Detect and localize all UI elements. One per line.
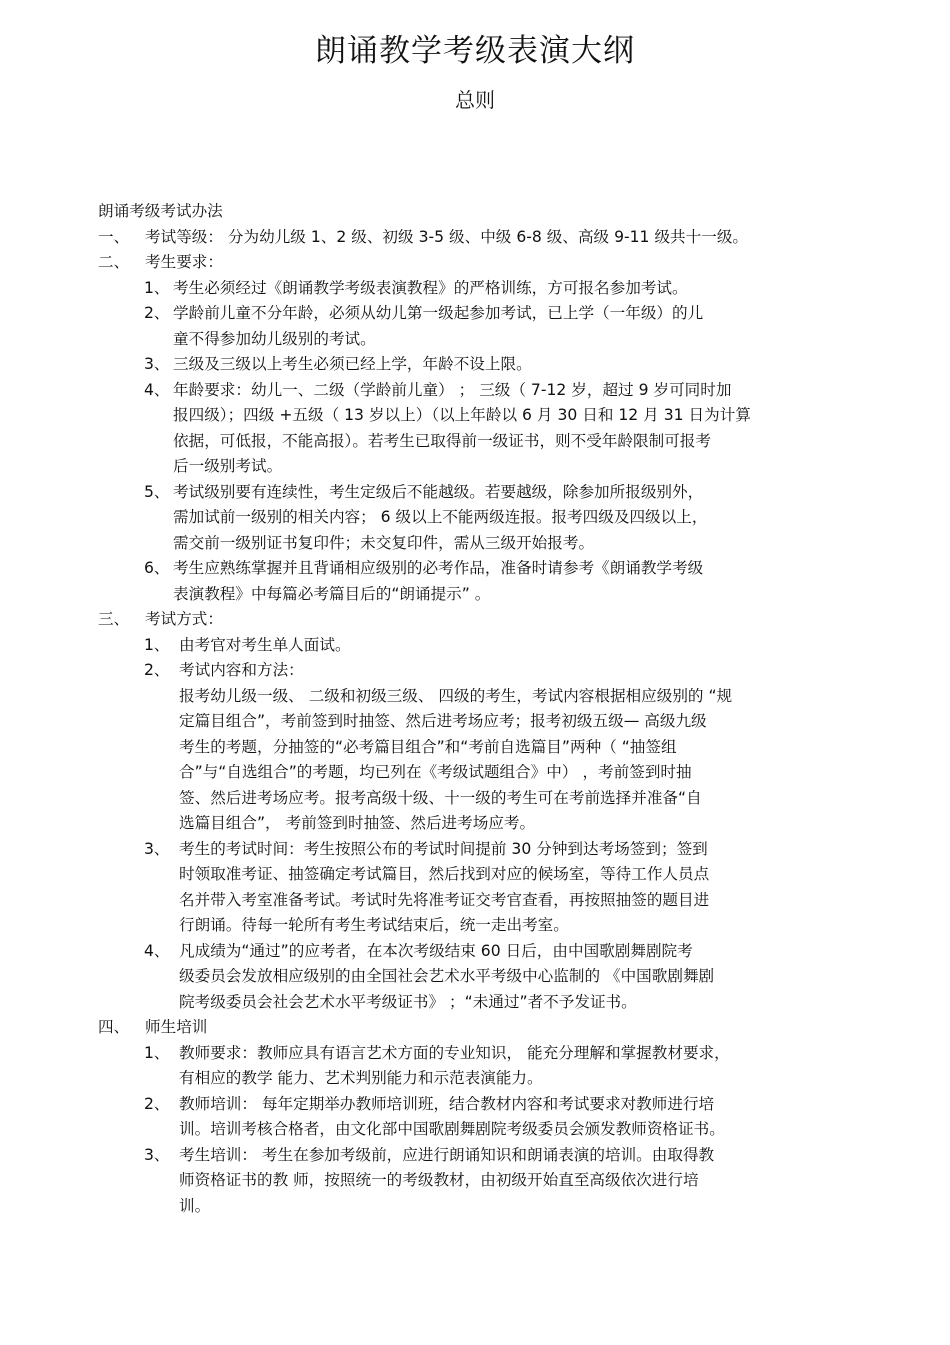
list-item-text: 年龄要求：幼儿一、二级（学龄前儿童） ； 三级（ 7-12 岁，超过 9 岁可同时加	[173, 380, 732, 399]
list-item-line	[98, 301, 838, 327]
section-1	[98, 225, 838, 251]
list-item-line	[98, 1066, 838, 1092]
list-item-number: 2、	[144, 304, 170, 322]
list-item-text: 名并带入考室准备考试。考试时先将准考证交考官查看，再按照抽签的题目进	[179, 890, 710, 909]
list-item-line	[98, 990, 838, 1016]
list-item-text: 需交前一级别证书复印件；未交复印件，需从三级开始报考。	[173, 533, 595, 552]
list-item-line	[98, 964, 838, 990]
list-item-number: 2、	[144, 1094, 170, 1113]
section-3-text: 考试方式：	[145, 610, 223, 628]
list-item-text: 考生培训： 考生在参加考级前，应进行朗诵知识和朗诵表演的培训。由取得教	[179, 1145, 715, 1164]
list-item-line	[98, 1194, 838, 1220]
list-item-line	[98, 1168, 838, 1194]
list-item-text: 考生的考试时间：考生按照公布的考试时间提前 30 分钟到达考场签到；签到	[179, 839, 708, 858]
list-item	[98, 939, 838, 1016]
section-heading: 朗诵考级考试办法	[98, 202, 223, 220]
list-item-number: 1、	[144, 278, 170, 297]
list-item-text: 定篇目组合”，考前签到时抽签、然后进考场应考；报考初级五级— 高级九级	[179, 712, 707, 730]
list-item	[98, 837, 838, 939]
list-item-line	[98, 556, 838, 582]
section-2-text: 考生要求：	[145, 253, 223, 271]
list-item-text: 依据，可低报，不能高报）。若考生已取得前一级证书，则不受年龄限制可报考	[173, 431, 711, 450]
list-item	[98, 276, 838, 302]
list-item-line	[98, 684, 838, 710]
list-item	[98, 480, 838, 557]
list-item-number: 1、	[144, 635, 170, 654]
list-item-line	[98, 1092, 838, 1118]
list-item-line	[98, 658, 838, 684]
list-item	[98, 658, 838, 837]
list-item-text: 选篇目组合”， 考前签到时抽签、然后进考场应考。	[179, 814, 536, 832]
list-item-text: 表演教程》中每篇必考篇目后的“朗诵提示” 。	[173, 584, 491, 603]
list-item	[98, 1092, 838, 1143]
list-item-text: 需加试前一级别的相关内容； 6 级以上不能两级连报。报考四级及四级以上，	[173, 508, 708, 526]
list-item-line	[98, 939, 838, 965]
list-item	[98, 301, 838, 352]
list-item-text: 考生应熟练掌握并且背诵相应级别的必考作品，准备时请参考《朗诵教学考级	[173, 559, 704, 577]
list-item-number: 5、	[144, 482, 170, 501]
list-item-text: 时领取准考证、抽签确定考试篇目，然后找到对应的候场室，等待工作人员点	[179, 865, 710, 883]
list-item-text: 教师培训： 每年定期举办教师培训班，结合教材内容和考试要求对教师进行培	[179, 1094, 715, 1113]
list-item-line	[98, 913, 838, 939]
section-2-items	[98, 276, 838, 608]
list-item-text: 考试级别要有连续性，考生定级后不能越级。若要越级，除参加所报级别外，	[173, 482, 704, 501]
list-item-line	[98, 505, 838, 531]
list-item-text: 合”与“自选组合”的考题，均已列在《考级试题组合》中） ，考前签到时抽	[179, 763, 692, 781]
section-2	[98, 250, 838, 276]
list-item-text: 考试内容和方法：	[179, 661, 304, 679]
list-item-line	[98, 709, 838, 735]
list-item-number: 4、	[144, 380, 170, 399]
list-item-text: 行朗诵。待每一轮所有考生考试结束后，统一走出考室。	[179, 916, 569, 934]
list-item	[98, 352, 838, 378]
section-3-mark: 三、	[98, 610, 130, 628]
list-item-text: 师资格证书的教 师，按照统一的考级教材，由初级开始直至高级依次进行培	[179, 1171, 699, 1189]
list-item	[98, 378, 838, 480]
list-item-line	[98, 378, 838, 404]
list-item-line	[98, 1143, 838, 1169]
list-item-text: 有相应的教学 能力、艺术判别能力和示范表演能力。	[179, 1069, 543, 1087]
list-item-line	[98, 480, 838, 506]
list-item-text: 由考官对考生单人面试。	[179, 635, 351, 654]
list-item-line	[98, 582, 838, 608]
list-item-text: 考生必须经过《朗诵教学考级表演教程》的严格训练，方可报名参加考试。	[173, 278, 688, 297]
list-item-number: 2、	[144, 661, 170, 679]
list-item-text: 签、然后进考场应考。报考高级十级、十一级的考生可在考前选择并准备“自	[179, 788, 702, 807]
document-subtitle: 总则	[455, 88, 495, 112]
section-2-mark: 二、	[98, 253, 130, 271]
list-item-text: 报四级）；四级 +五级（ 13 岁以上）（以上年龄以 6 月 30 日和 12 月 31 日为计算	[173, 406, 751, 424]
list-item-line	[98, 760, 838, 786]
list-item-line	[98, 1041, 838, 1067]
list-item-line	[98, 811, 838, 837]
section-4	[98, 1015, 838, 1041]
list-item-line	[98, 888, 838, 914]
section-3-items	[98, 633, 838, 1016]
document-title: 朗诵教学考级表演大纲	[315, 33, 635, 69]
list-item-number: 6、	[144, 559, 170, 577]
section-4-mark: 四、	[98, 1018, 130, 1036]
list-item	[98, 556, 838, 607]
list-item-line	[98, 1117, 838, 1143]
list-item-text: 报考幼儿级一级、 二级和初级三级、 四级的考生，考试内容根据相应级别的 “规	[179, 686, 733, 705]
list-item-text: 考生的考题，分抽签的“必考篇目组合”和“考前自选篇目”两种（ “抽签组	[179, 737, 677, 756]
list-item-number: 3、	[144, 1145, 170, 1164]
list-item-text: 三级及三级以上考生必须已经上学，年龄不设上限。	[173, 355, 532, 373]
list-item-text: 训。培训考核合格者，由文化部中国歌剧舞剧院考级委员会颁发教师资格证书。	[179, 1120, 725, 1138]
list-item-line	[98, 327, 838, 353]
document-body	[98, 199, 838, 1219]
list-item-number: 3、	[144, 355, 170, 373]
section-1-mark: 一、	[98, 227, 130, 246]
list-item-line	[98, 837, 838, 863]
list-item-line	[98, 403, 838, 429]
list-item-line	[98, 786, 838, 812]
list-item-text: 教师要求：教师应具有语言艺术方面的专业知识， 能充分理解和掌握教材要求，	[179, 1043, 730, 1062]
list-item-line	[98, 735, 838, 761]
list-item-text: 训。	[179, 1196, 211, 1215]
list-item-number: 1、	[144, 1043, 170, 1062]
list-item-line	[98, 633, 838, 659]
list-item	[98, 1041, 838, 1092]
list-item-text: 凡成绩为“通过”的应考者，在本次考级结束 60 日后，由中国歌剧舞剧院考	[179, 941, 693, 960]
section-4-items	[98, 1041, 838, 1220]
list-item-line	[98, 429, 838, 455]
list-item-number: 3、	[144, 839, 170, 858]
section-1-text: 考试等级： 分为幼儿级 1、2 级、初级 3-5 级、中级 6-8 级、高级 9-11 级共十一级。	[145, 227, 749, 246]
list-item-line	[98, 352, 838, 378]
list-item-text: 后一级别考试。	[173, 457, 283, 475]
list-item-line	[98, 862, 838, 888]
section-4-text: 师生培训	[145, 1018, 208, 1036]
list-item-text: 级委员会发放相应级别的由全国社会艺术水平考级中心监制的 《中国歌剧舞剧	[179, 967, 715, 985]
section-3	[98, 607, 838, 633]
list-item-line	[98, 454, 838, 480]
list-item-text: 学龄前儿童不分年龄，必须从幼儿第一级起参加考试，已上学（一年级）的儿	[173, 304, 704, 322]
list-item-text: 童不得参加幼儿级别的考试。	[173, 329, 376, 348]
list-item	[98, 1143, 838, 1220]
list-item-line	[98, 531, 838, 557]
list-item	[98, 633, 838, 659]
list-item-text: 院考级委员会社会艺术水平考级证书》 ；“未通过”者不予发证书。	[179, 992, 637, 1011]
list-item-number: 4、	[144, 941, 170, 960]
list-item-line	[98, 276, 838, 302]
